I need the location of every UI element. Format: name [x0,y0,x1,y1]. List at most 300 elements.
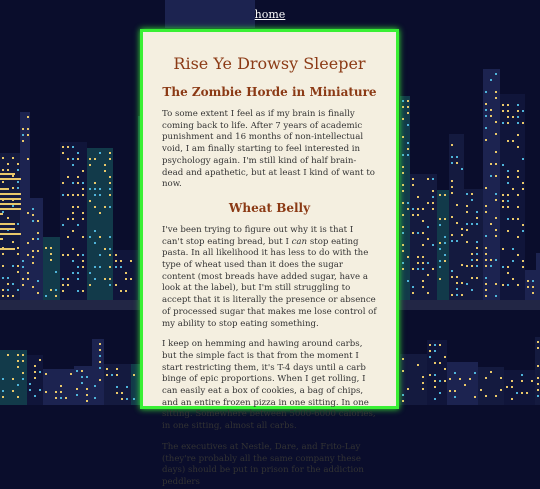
window-light [125,272,127,274]
window-light [522,230,524,232]
window-light [27,254,29,256]
window-light [32,262,34,264]
window-light [471,199,473,201]
window-light [407,106,409,108]
window-light [34,395,36,397]
window-light [466,265,468,267]
window-light [77,176,79,178]
window-light [60,397,62,399]
window-light [81,370,83,372]
window-light [99,361,101,363]
window-light [451,240,453,242]
window-light [402,136,404,138]
window-light [502,248,504,250]
2 [0,193,21,195]
window-light [517,104,519,106]
window-light [402,214,404,216]
window-light [34,365,36,367]
building [525,270,536,300]
window-light [527,286,529,288]
window-light [537,389,539,391]
window-light [17,187,19,189]
window-light [72,194,74,196]
window-light [495,193,497,195]
window-light [502,104,504,106]
window-light [522,188,524,190]
window-light [495,133,497,135]
window-light [466,283,468,285]
window-light [444,242,446,244]
window-light [461,264,463,266]
window-light [451,156,453,158]
2 [0,248,15,250]
window-light [531,380,533,382]
window-light [485,277,487,279]
window-light [7,169,9,171]
window-light [2,289,4,291]
window-light [22,266,24,268]
window-light [17,384,19,386]
window-light [451,186,453,188]
window-light [77,290,79,292]
window-light [521,392,523,394]
window-light [402,154,404,156]
window-light [507,116,509,118]
window-light [490,163,492,165]
window-light [17,289,19,291]
window-light [67,158,69,160]
building [447,362,478,405]
window-light [104,164,106,166]
window-light [412,178,414,180]
window-light [461,282,463,284]
window-light [89,284,91,286]
paragraph-text: I've been trying to figure out why it is that I can't stop eating bread, but I [162,224,354,247]
window-light [133,374,135,376]
window-light [12,157,14,159]
window-light [466,223,468,225]
window-light [67,236,69,238]
window-light [402,172,404,174]
window-light [89,236,91,238]
window-light [82,218,84,220]
window-light [454,396,456,398]
window-light [22,128,24,130]
window-light [99,194,101,196]
window-light [495,283,497,285]
window-light [37,220,39,222]
window-light [495,217,497,219]
window-light [422,208,424,210]
window-light [32,214,34,216]
window-light [67,284,69,286]
window-light [27,134,29,136]
window-light [517,254,519,256]
window-light [27,242,29,244]
window-light [511,398,513,400]
window-light [109,254,111,256]
window-light [521,374,523,376]
window-light [60,391,62,393]
window-light [121,398,123,400]
window-light [86,394,88,396]
window-light [512,116,514,118]
content-panel [140,29,399,487]
window-light [82,290,84,292]
window-light [417,256,419,258]
window-light [76,394,78,396]
window-light [495,395,497,397]
window-light [12,205,14,207]
window-light [502,122,504,124]
window-light [485,235,487,237]
window-light [39,371,41,373]
window-light [17,181,19,183]
window-light [99,152,101,154]
window-light [99,212,101,214]
window-light [466,241,468,243]
window-light [471,193,473,195]
window-light [94,188,96,190]
window-light [7,277,9,279]
window-light [412,214,414,216]
window-light [511,386,513,388]
window-light [109,278,111,280]
window-light [34,377,36,379]
window-light [485,283,487,285]
window-light [429,344,431,346]
window-light [7,295,9,297]
window-light [86,376,88,378]
window-light [444,356,446,358]
window-light [516,392,518,394]
window-light [434,344,436,346]
window-light [517,218,519,220]
window-light [402,118,404,120]
window-light [37,280,39,282]
window-light [82,188,84,190]
window-light [402,394,404,396]
window-light [522,182,524,184]
window-light [115,284,117,286]
window-light [422,286,424,288]
window-light [537,365,539,367]
window-light [407,124,409,126]
window-light [517,236,519,238]
window-light [417,232,419,234]
window-light [17,396,19,398]
2 [0,203,21,205]
window-light [517,194,519,196]
window-light [111,374,113,376]
window-light [70,373,72,375]
window-light [407,280,409,282]
window-light [407,208,409,210]
window-light [412,208,414,210]
window-light [27,128,29,130]
window-light [444,254,446,256]
window-light [432,190,434,192]
window-light [507,284,509,286]
window-light [495,229,497,231]
window-light [422,376,424,378]
window-light [439,344,441,346]
window-light [434,362,436,364]
window-light [485,295,487,297]
window-light [126,386,128,388]
window-light [512,260,514,262]
window-light [121,392,123,394]
window-light [82,212,84,214]
window-light [76,370,78,372]
window-light [67,218,69,220]
window-light [506,386,508,388]
window-light [104,170,106,172]
window-light [72,158,74,160]
window-light [120,266,122,268]
window-light [485,187,487,189]
window-light [502,206,504,208]
window-light [94,182,96,184]
window-light [476,211,478,213]
window-light [444,368,446,370]
window-light [17,163,19,165]
emphasis-text: can [291,236,308,247]
window-light [99,236,101,238]
window-light [495,97,497,99]
window-light [474,396,476,398]
window-light [81,382,83,384]
window-light [417,208,419,210]
window-light [485,91,487,93]
window-light [449,390,451,392]
window-light [99,343,101,345]
building [504,370,535,405]
window-light [109,284,111,286]
window-light [12,265,14,267]
window-light [439,260,441,262]
window-light [12,187,14,189]
window-light [77,194,79,196]
window-light [451,216,453,218]
window-light [490,79,492,81]
window-light [37,292,39,294]
window-light [412,286,414,288]
window-light [507,200,509,202]
window-light [115,266,117,268]
window-light [417,262,419,264]
2 [0,228,15,230]
window-light [444,380,446,382]
window-light [89,158,91,160]
building [536,253,540,300]
window-light [412,184,414,186]
window-light [72,218,74,220]
window-light [444,194,446,196]
window-light [120,260,122,262]
window-light [427,238,429,240]
window-light [22,372,24,374]
window-light [77,158,79,160]
window-light [461,168,463,170]
window-light [456,294,458,296]
window-light [55,397,57,399]
window-light [27,272,29,274]
window-light [407,202,409,204]
window-light [439,194,441,196]
window-light [434,374,436,376]
home-link[interactable]: home [254,8,286,21]
window-light [461,234,463,236]
window-light [109,206,111,208]
window-light [50,289,52,291]
window-light [32,208,34,210]
window-light [77,272,79,274]
window-light [507,104,509,106]
window-light [439,266,441,268]
window-light [476,241,478,243]
window-light [109,182,111,184]
window-light [439,278,441,280]
window-light [86,400,88,402]
window-light [133,398,135,400]
window-light [27,158,29,160]
window-light [454,390,456,392]
window-light [99,349,101,351]
window-light [62,278,64,280]
window-light [422,268,424,270]
2 [0,208,21,210]
window-light [12,175,14,177]
window-light [476,217,478,219]
window-light [94,230,96,232]
window-light [32,238,34,240]
window-light [451,276,453,278]
window-light [109,158,111,160]
window-light [77,206,79,208]
window-light [82,182,84,184]
window-light [402,250,404,252]
window-light [476,247,478,249]
window-light [77,254,79,256]
window-light [82,260,84,262]
window-light [94,206,96,208]
window-light [517,122,519,124]
window-light [12,390,14,392]
window-light [27,212,29,214]
window-light [432,208,434,210]
window-light [55,295,57,297]
window-light [427,178,429,180]
window-light [67,146,69,148]
window-light [104,206,106,208]
window-light [82,170,84,172]
window-light [32,250,34,252]
window-light [417,214,419,216]
window-light [476,223,478,225]
window-light [451,234,453,236]
window-light [76,388,78,390]
window-light [402,100,404,102]
window-light [469,378,471,380]
window-light [517,146,519,148]
window-light [444,236,446,238]
2 [0,173,15,175]
window-light [517,206,519,208]
post-title-zombie-horde[interactable]: The Zombie Horde in Miniature [162,85,377,99]
window-light [451,180,453,182]
window-light [517,284,519,286]
window-light [512,140,514,142]
window-light [77,278,79,280]
window-light [495,295,497,297]
window-light [402,202,404,204]
window-light [12,295,14,297]
window-light [507,218,509,220]
window-light [65,397,67,399]
window-light [37,250,39,252]
window-light [55,391,57,393]
2 [0,198,21,200]
window-light [45,295,47,297]
window-light [422,280,424,282]
window-light [532,292,534,294]
window-light [471,253,473,255]
window-light [537,347,539,349]
window-light [27,116,29,118]
building [500,94,525,300]
window-light [456,222,458,224]
window-light [434,398,436,400]
window-light [490,371,492,373]
window-light [526,392,528,394]
window-light [72,164,74,166]
window-light [77,182,79,184]
window-light [45,391,47,393]
window-light [427,202,429,204]
window-light [94,242,96,244]
window-light [37,232,39,234]
window-light [402,268,404,270]
window-light [427,226,429,228]
content-inner [143,32,396,489]
window-light [89,188,91,190]
window-light [55,289,57,291]
window-light [126,398,128,400]
window-light [521,380,523,382]
window-light [451,270,453,272]
window-light [507,110,509,112]
window-light [22,140,24,142]
window-light [456,240,458,242]
window-light [402,400,404,402]
window-light [29,383,31,385]
window-light [22,278,24,280]
post-title-wheat-belly[interactable]: Wheat Belly [228,200,311,215]
2 [0,238,3,240]
window-light [62,146,64,148]
window-light [402,190,404,192]
window-light [517,116,519,118]
window-light [115,254,117,256]
post-paragraph: The executives at Nestle, Dare, and Frito-Lay (they're probably all the same company these days) should be put in prison for the addiction peddlers [162,441,364,487]
window-light [456,204,458,206]
window-light [99,367,101,369]
window-light [17,271,19,273]
window-light [507,206,509,208]
window-light [512,248,514,250]
2 [0,188,9,190]
